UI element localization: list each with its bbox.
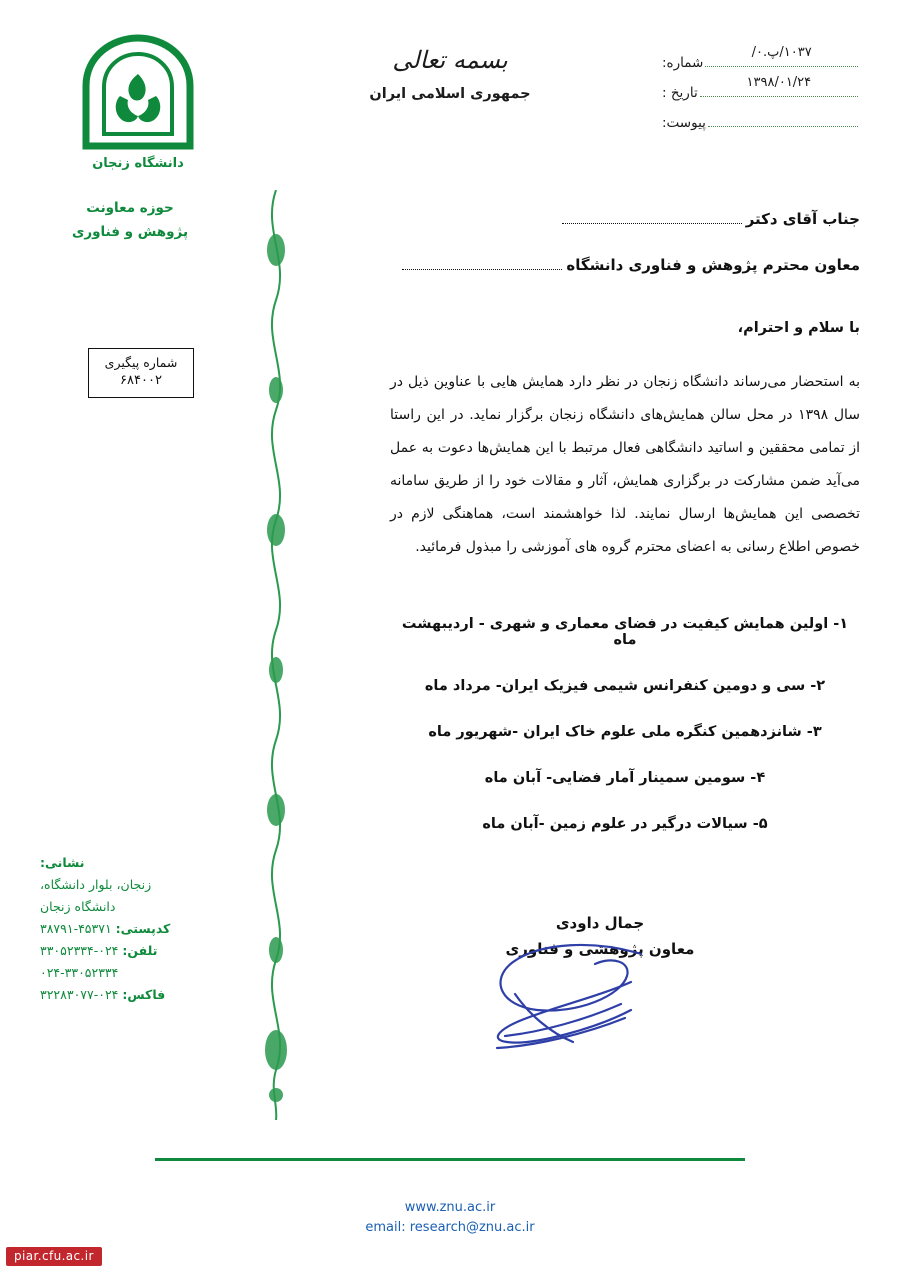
- letter-paragraph: به استحضار می‌رساند دانشگاه زنجان در نظر دارد همایش هایی با عناوین ذیل در سال ۱۳۹۸ در محل سالن همایش‌های دانشگاه زنجان برگزار نماید. در این راستا از تمامی محققین و اساتید دانشگاهی فعال مرتبط با این همایش‌ها دعوت به عمل می‌آید ضمن مشارکت در برگزاری همایش، آثار و مقالات خود را از طریق سامانه تخصصی این همایش‌ها ارسال نمایند. لذا خواهشمند است، هماهنگی لازم در خصوص اطلاع رسانی به اعضای محترم گروه های آموزشی را مبذول فرمائید.: [390, 374, 860, 555]
- tracking-number-value: ۶۸۴۰۰۲: [120, 373, 162, 388]
- department-line-2: پژوهش و فناوری: [71, 224, 189, 240]
- salutation-text-1: جناب آقای دکتر: [745, 210, 860, 228]
- footer-contact: [0, 1198, 900, 1238]
- list-item: ۴- سومین سمینار آمار فضایی- آبان ماه: [484, 770, 766, 786]
- phone-label: تلفن:: [122, 943, 158, 958]
- bismillah-text: بسمه تعالی: [392, 46, 508, 74]
- signatory-title: معاون پژوهشی و فناوری: [505, 940, 695, 958]
- fax-value: ۰۲۴-۳۲۲۸۳۰۷۷: [40, 987, 119, 1002]
- footer-email-link[interactable]: email: research@znu.ac.ir: [365, 1220, 535, 1235]
- letter-date-label: تاریخ :: [662, 85, 698, 101]
- address-line-1: زنجان، بلوار دانشگاه،: [40, 877, 152, 892]
- footer-website-link[interactable]: www.znu.ac.ir: [404, 1200, 496, 1215]
- logo-emblem-icon: [78, 34, 198, 154]
- letter-number-label: شماره:: [662, 55, 704, 71]
- letter-number-dots: [705, 45, 858, 67]
- letter-date-row: [660, 75, 860, 108]
- letter-attachment-dots: [708, 116, 858, 127]
- salutation-dots-1: [562, 223, 742, 224]
- list-item: ۳- شانزدهمین کنگره ملی علوم خاک ایران -شهریور ماه: [428, 724, 822, 740]
- salutation-dots-2: [402, 269, 562, 270]
- conference-list: [390, 616, 860, 832]
- list-item: ۲- سی و دومین کنفرانس شیمی فیزیک ایران- مرداد ماه: [424, 678, 826, 694]
- address-label: نشانی:: [40, 855, 85, 870]
- letter-number-value: ۱۰۳۷/پ.۰/: [751, 45, 812, 60]
- letter-date-value: ۱۳۹۸/۰۱/۲۴: [746, 75, 812, 90]
- decorative-ornament: [258, 190, 294, 1120]
- phone-value-1: ۰۲۴-۳۳۰۵۲۳۳۴: [40, 943, 119, 958]
- address-line-2: دانشگاه زنجان: [40, 899, 116, 914]
- letter-attachment-row: [660, 108, 860, 138]
- signatory-name: جمال داودی: [555, 914, 645, 932]
- footer-divider: [155, 1158, 745, 1161]
- salutation-line-2: [390, 256, 860, 274]
- letter-header-meta: [660, 45, 860, 138]
- tracking-number-label: شماره پیگیری: [104, 355, 178, 370]
- salutation-text-2: معاون محترم پژوهش و فناوری دانشگاه: [566, 256, 860, 274]
- postal-code-label: کدپستی:: [115, 921, 171, 936]
- tracking-number-box: [88, 348, 194, 398]
- address-block: [40, 852, 240, 1006]
- handwritten-signature: [445, 936, 685, 1066]
- postal-code-value: ۴۵۳۷۱-۳۸۷۹۱: [40, 921, 112, 936]
- logo-caption: دانشگاه زنجان: [92, 156, 184, 171]
- letter-body: [390, 210, 860, 862]
- department-block: [40, 196, 220, 244]
- list-item: ۱- اولین همایش کیفیت در فضای معماری و شهری - اردیبهشت ماه: [401, 616, 849, 648]
- country-name: جمهوری اسلامی ایران: [369, 86, 531, 102]
- letter-attachment-label: پیوست:: [662, 115, 706, 131]
- university-logo: [58, 34, 218, 171]
- salutation-line-1: [390, 210, 860, 228]
- phone-value-2: ۰۲۴-۳۳۰۵۲۳۳۴: [40, 965, 119, 980]
- letter-date-dots: [700, 75, 858, 97]
- department-line-1: حوزه معاونت: [86, 200, 174, 216]
- greeting-text: با سلام و احترام،: [737, 320, 860, 336]
- fax-label: فاکس:: [122, 987, 166, 1002]
- list-item: ۵- سیالات درگیر در علوم زمین -آبان ماه: [482, 816, 768, 832]
- watermark-badge: piar.cfu.ac.ir: [6, 1247, 102, 1266]
